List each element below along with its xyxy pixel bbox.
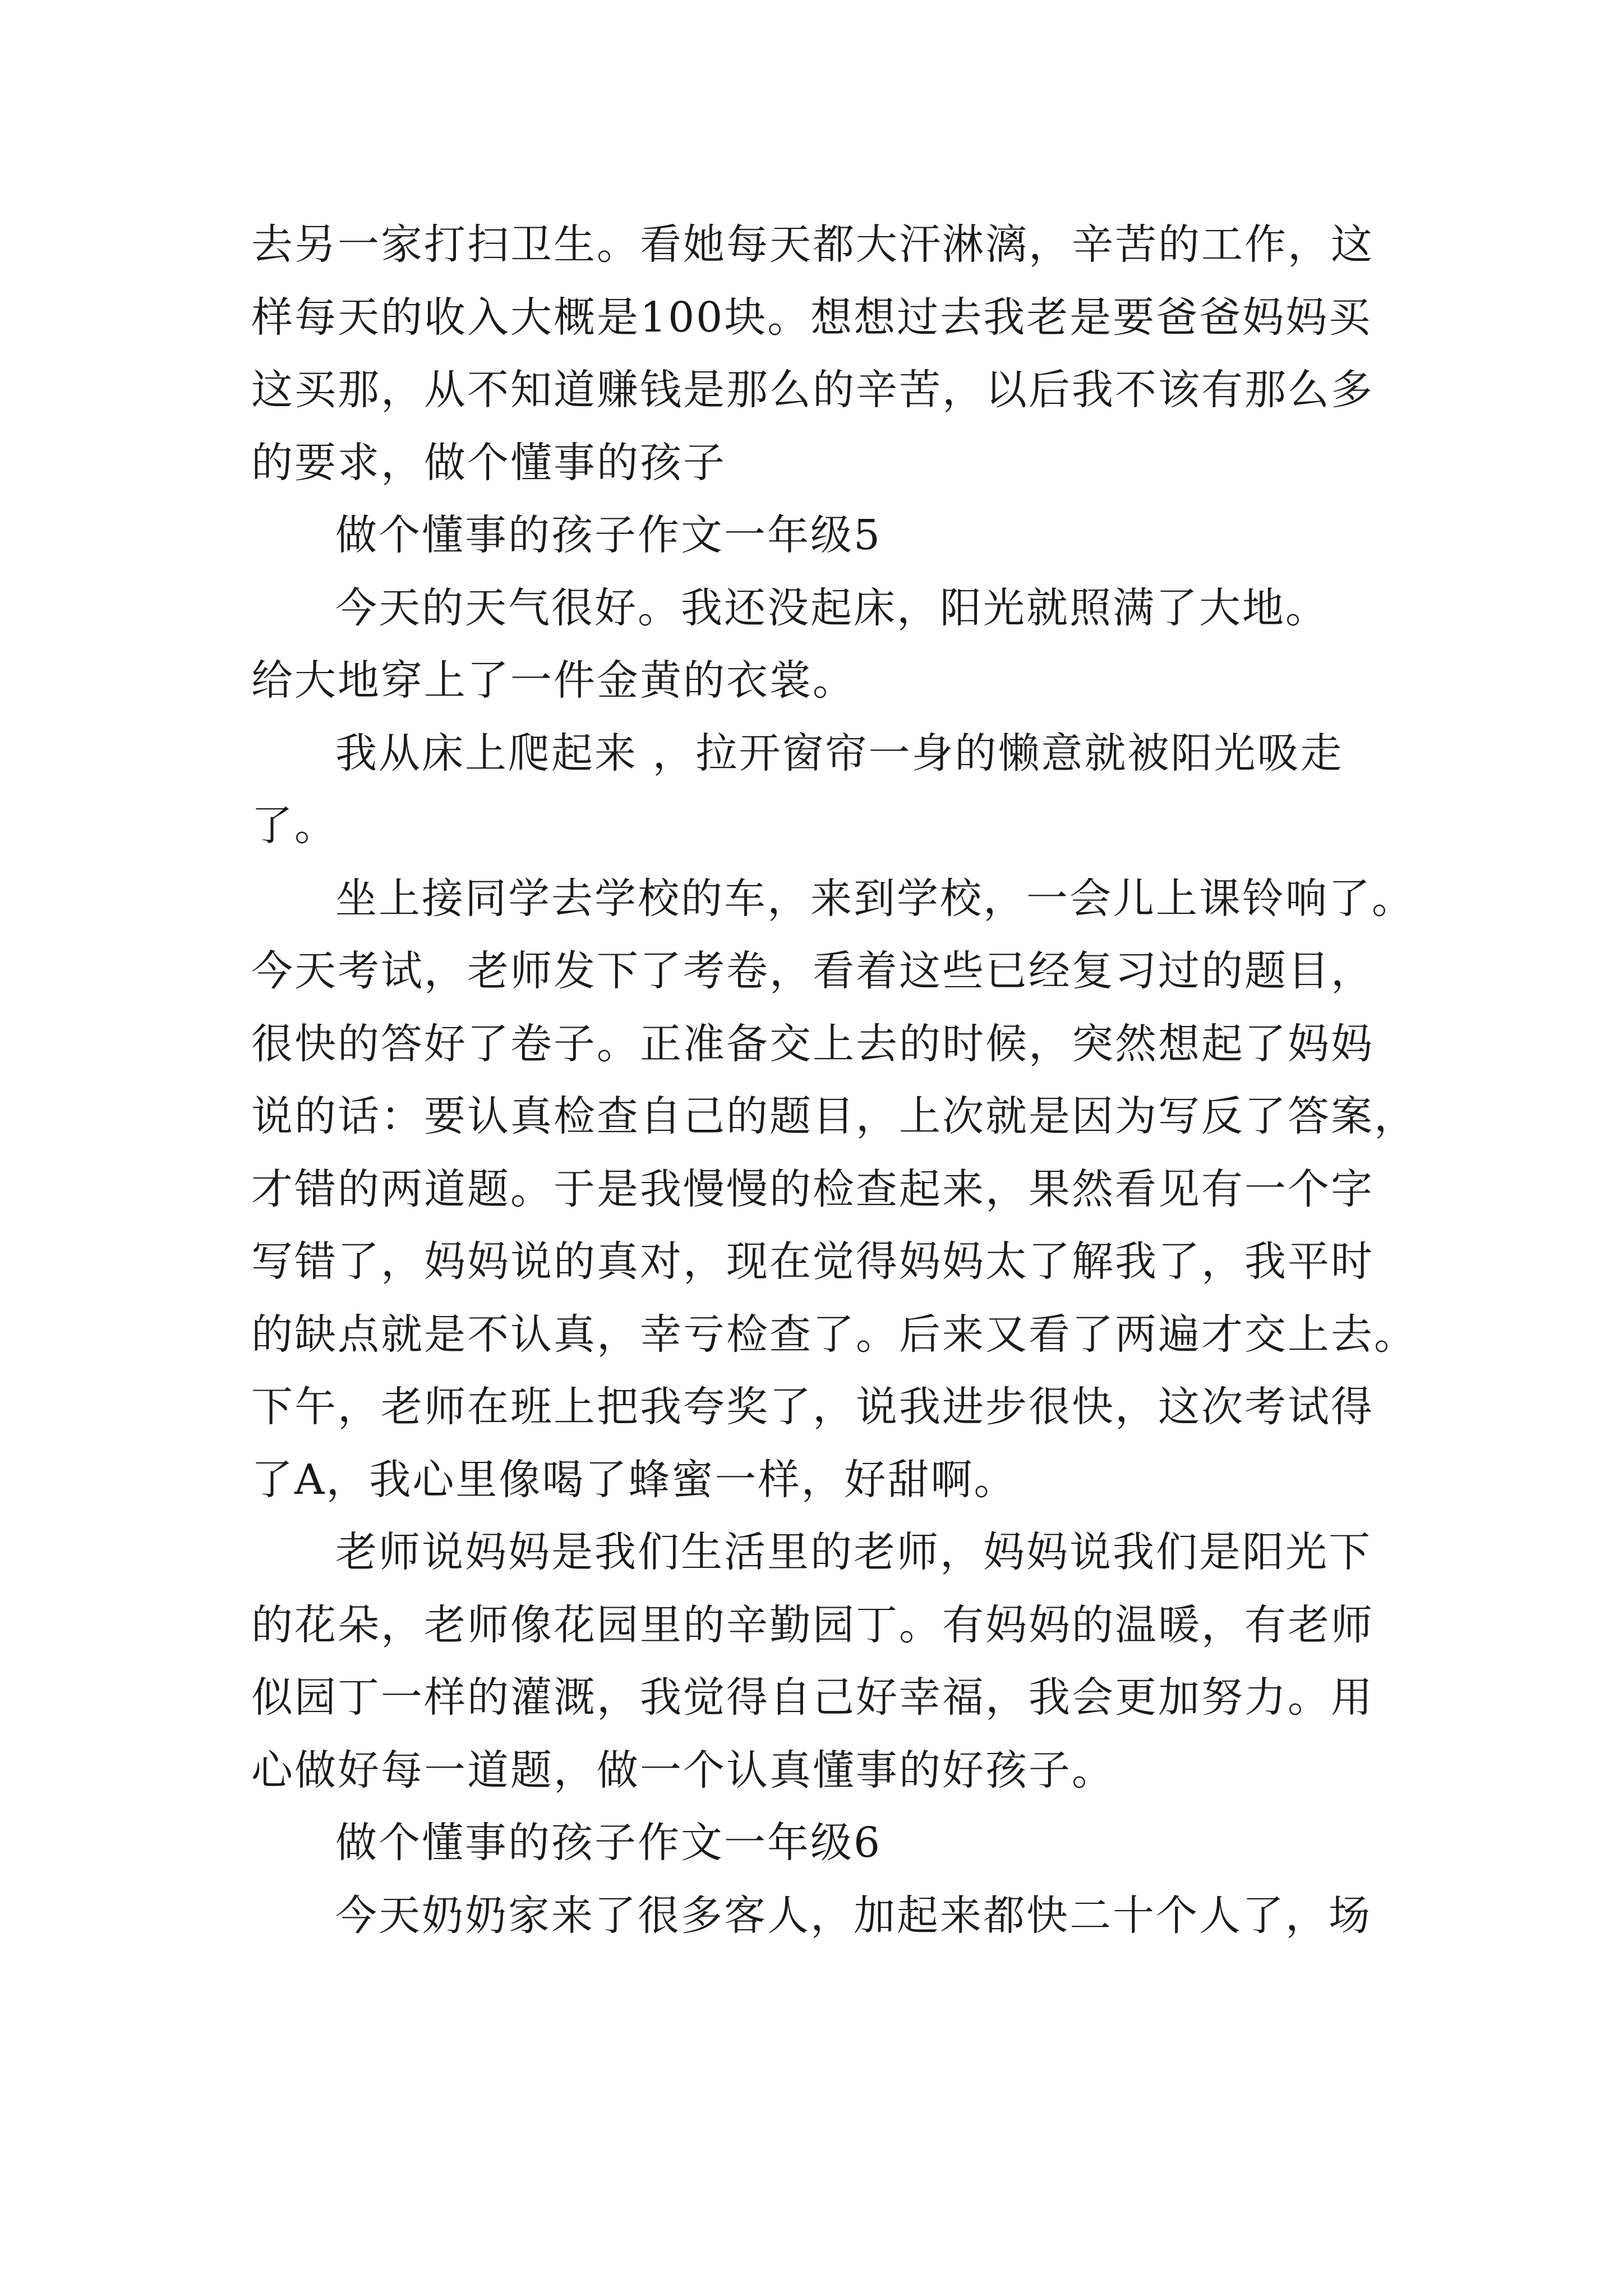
text-line: 写错了，妈妈说的真对，现在觉得妈妈太了解我了，我平时: [251, 1237, 1374, 1286]
text-line: 下午，老师在班上把我夸奖了，说我进步很快，这次考试得: [251, 1383, 1374, 1431]
text-line: 今天的天气很好。我还没起床，阳光就照满了大地。: [335, 583, 1329, 632]
text-line: 了。: [251, 802, 338, 850]
text-line: 的花朵，老师像花园里的辛勤园丁。有妈妈的温暖，有老师: [251, 1600, 1374, 1649]
text-line: 说的话：要认真检查自己的题目，上次就是因为写反了答案，: [251, 1092, 1417, 1140]
section-heading: 做个懂事的孩子作文一年级5: [335, 511, 882, 559]
section-heading: 做个懂事的孩子作文一年级6: [335, 1819, 882, 1867]
document-body: [251, 209, 1417, 1952]
text-line: 老师说妈妈是我们生活里的老师，妈妈说我们是阳光下: [335, 1528, 1372, 1576]
text-line: 给大地穿上了一件金黄的衣裳。: [251, 656, 856, 705]
text-line: 的要求，做个懂事的孩子: [251, 438, 726, 487]
text-line: 很快的答好了卷子。正准备交上去的时候，突然想起了妈妈: [251, 1019, 1374, 1068]
text-line: 今天奶奶家来了很多客人，加起来都快二十个人了，场: [335, 1891, 1372, 1940]
text-line: 坐上接同学去学校的车，来到学校，一会儿上课铃响了。: [335, 874, 1415, 923]
text-line: 的缺点就是不认真，幸亏检查了。后来又看了两遍才交上去。: [251, 1310, 1417, 1359]
text-line: 去另一家打扫卫生。看她每天都大汗淋漓，辛苦的工作，这: [251, 220, 1374, 269]
text-line: 样每天的收入大概是100块。想想过去我老是要爸爸妈妈买: [251, 293, 1372, 342]
text-line: 才错的两道题。于是我慢慢的检查起来，果然看见有一个字: [251, 1165, 1374, 1213]
text-line: 了A，我心里像喝了蜂蜜一样，好甜啊。: [251, 1455, 1017, 1504]
text-line: 我从床上爬起来 ，拉开窗帘一身的懒意就被阳光吸走: [335, 729, 1344, 777]
text-line: 这买那，从不知道赚钱是那么的辛苦，以后我不该有那么多: [251, 366, 1374, 414]
text-line: 似园丁一样的灌溉，我觉得自己好幸福，我会更加努力。用: [251, 1673, 1374, 1722]
text-line: 今天考试，老师发下了考卷，看着这些已经复习过的题目，: [251, 947, 1374, 995]
text-line: 心做好每一道题，做一个认真懂事的好孩子。: [251, 1746, 1115, 1795]
